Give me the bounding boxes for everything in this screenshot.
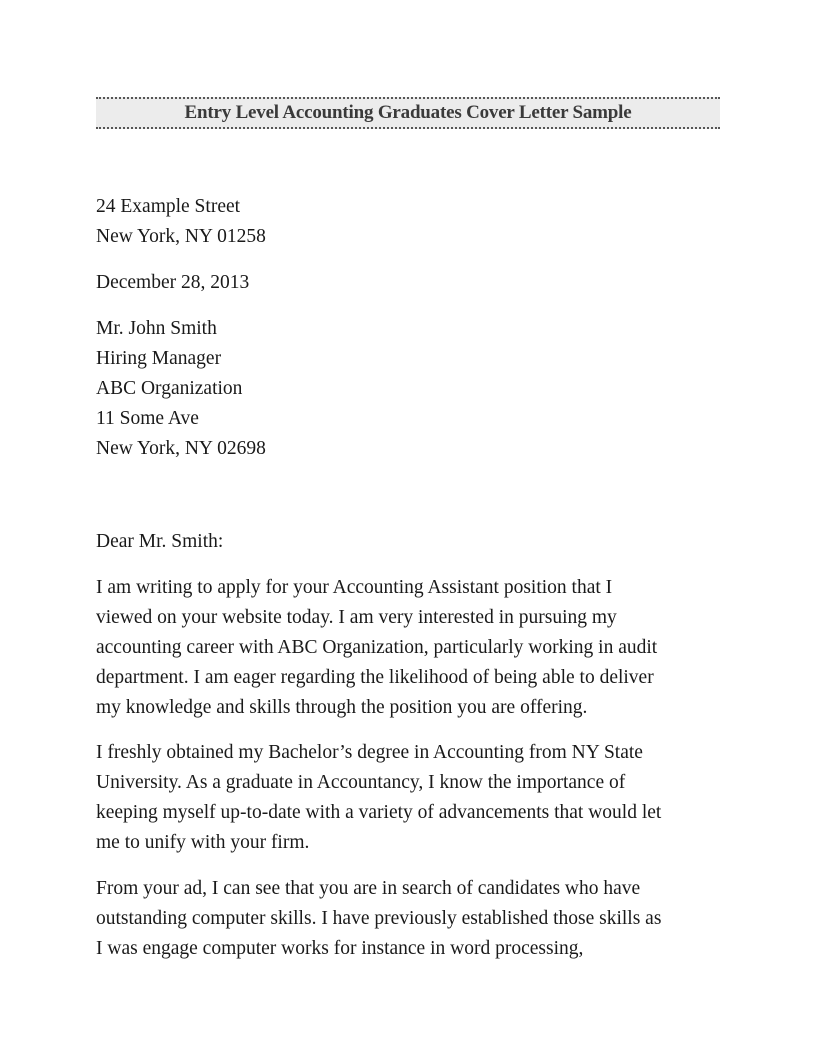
paragraph-line: From your ad, I can see that you are in search of candidates who have (96, 878, 641, 899)
recipient-line: Hiring Manager (96, 348, 222, 369)
paragraph-line: accounting career with ABC Organization, particularly working in audit (96, 637, 658, 658)
paragraph-line: I am writing to apply for your Accounting Assistant position that I (96, 577, 613, 598)
salutation (96, 527, 706, 557)
paragraph-line: outstanding computer skills. I have previously established those skills as (96, 908, 662, 929)
document-title: Entry Level Accounting Graduates Cover Letter Sample (184, 102, 632, 123)
paragraph-line: keeping myself up-to-date with a variety of advancements that would let (96, 802, 662, 823)
paragraph-line: viewed on your website today. I am very interested in pursuing my (96, 607, 617, 628)
recipient-line: ABC Organization (96, 378, 243, 399)
sender-address-line: New York, NY 01258 (96, 226, 266, 247)
title-banner (96, 97, 720, 129)
sender-address-line: 24 Example Street (96, 196, 241, 217)
letter-date (96, 268, 706, 298)
salutation-text: Dear Mr. Smith: (96, 531, 224, 552)
body-paragraph-3 (96, 874, 706, 964)
body-paragraph-1 (96, 573, 706, 723)
recipient-address (96, 314, 706, 464)
paragraph-line: University. As a graduate in Accountancy, I know the importance of (96, 772, 626, 793)
body-paragraph-2 (96, 738, 706, 858)
paragraph-line: my knowledge and skills through the position you are offering. (96, 697, 588, 718)
paragraph-line: I was engage computer works for instance in word processing, (96, 938, 584, 959)
paragraph-line: me to unify with your firm. (96, 832, 310, 853)
date-text: December 28, 2013 (96, 272, 250, 293)
recipient-line: New York, NY 02698 (96, 438, 266, 459)
sender-address (96, 192, 706, 252)
recipient-line: Mr. John Smith (96, 318, 217, 339)
paragraph-line: department. I am eager regarding the likelihood of being able to deliver (96, 667, 654, 688)
recipient-line: 11 Some Ave (96, 408, 199, 429)
paragraph-line: I freshly obtained my Bachelor’s degree in Accounting from NY State (96, 742, 643, 763)
